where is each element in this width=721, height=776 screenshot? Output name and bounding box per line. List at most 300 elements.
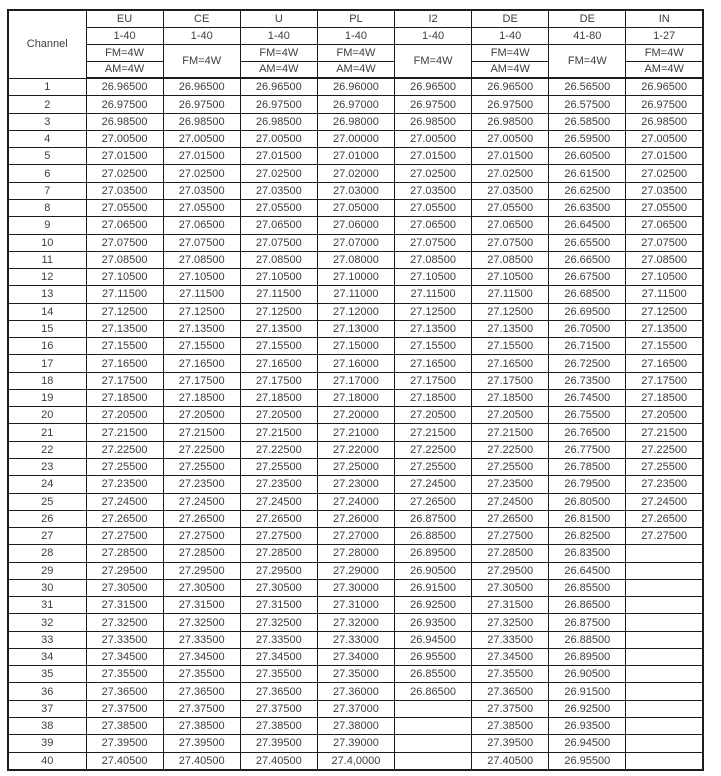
frequency-cell: 27.05000 — [317, 200, 394, 217]
frequency-cell: 26.76500 — [549, 424, 626, 441]
power-fm-header: FM=4W — [317, 44, 394, 61]
frequency-cell: 26.93500 — [549, 717, 626, 734]
frequency-cell: 27.20500 — [472, 407, 549, 424]
frequency-cell: 26.85500 — [549, 579, 626, 596]
frequency-cell: 27.37500 — [163, 700, 240, 717]
range-header: 1-27 — [626, 27, 703, 44]
region-header-de1: DE — [472, 10, 549, 27]
region-header-pl: PL — [317, 10, 394, 27]
frequency-cell: 27.35500 — [86, 666, 163, 683]
table-row — [8, 700, 703, 717]
frequency-cell: 27.18000 — [317, 389, 394, 406]
channel-cell: 28 — [8, 545, 86, 562]
frequency-cell: 26.98000 — [317, 113, 394, 130]
frequency-cell: 27.03500 — [472, 182, 549, 199]
range-header: 1-40 — [86, 27, 163, 44]
frequency-cell: 26.96500 — [626, 78, 703, 96]
frequency-cell: 27.20500 — [240, 407, 317, 424]
power-am-header: AM=4W — [472, 61, 549, 78]
frequency-cell: 27.02500 — [626, 165, 703, 182]
frequency-cell: 27.30500 — [86, 579, 163, 596]
channel-cell: 26 — [8, 510, 86, 527]
channel-cell: 33 — [8, 631, 86, 648]
frequency-cell: 27.40500 — [472, 752, 549, 770]
range-header: 41-80 — [549, 27, 626, 44]
frequency-cell: 27.37500 — [86, 700, 163, 717]
region-header-u: U — [240, 10, 317, 27]
frequency-cell: 27.08500 — [86, 251, 163, 268]
frequency-cell: 27.07500 — [395, 234, 472, 251]
frequency-cell: 27.03000 — [317, 182, 394, 199]
frequency-cell: 26.98500 — [240, 113, 317, 130]
frequency-cell: 27.13500 — [626, 320, 703, 337]
frequency-cell: 27.18500 — [86, 389, 163, 406]
frequency-cell — [626, 579, 703, 596]
frequency-cell: 26.70500 — [549, 320, 626, 337]
table-row — [8, 493, 703, 510]
table-row — [8, 320, 703, 337]
frequency-cell: 27.25500 — [626, 459, 703, 476]
channel-cell: 31 — [8, 597, 86, 614]
frequency-cell: 27.12500 — [86, 303, 163, 320]
header-row-power-fm — [8, 44, 703, 61]
frequency-cell: 27.32500 — [240, 614, 317, 631]
frequency-cell: 27.03500 — [626, 182, 703, 199]
frequency-cell: 26.96500 — [86, 78, 163, 96]
table-row — [8, 476, 703, 493]
frequency-cell: 27.30000 — [317, 579, 394, 596]
frequency-cell — [626, 735, 703, 752]
frequency-cell: 27.39500 — [240, 735, 317, 752]
frequency-cell: 26.98500 — [626, 113, 703, 130]
frequency-cell: 27.12500 — [472, 303, 549, 320]
frequency-cell: 27.22000 — [317, 441, 394, 458]
frequency-cell: 26.97500 — [240, 96, 317, 113]
frequency-cell: 27.10500 — [240, 269, 317, 286]
channel-cell: 10 — [8, 234, 86, 251]
frequency-cell: 27.01500 — [395, 148, 472, 165]
frequency-cell: 27.38000 — [317, 717, 394, 734]
frequency-cell: 27.37000 — [317, 700, 394, 717]
frequency-cell: 27.20500 — [395, 407, 472, 424]
frequency-cell: 26.85500 — [395, 666, 472, 683]
frequency-cell: 26.69500 — [549, 303, 626, 320]
frequency-cell: 27.24500 — [472, 493, 549, 510]
frequency-cell: 27.22500 — [626, 441, 703, 458]
frequency-cell: 27.13500 — [86, 320, 163, 337]
frequency-cell: 27.07500 — [163, 234, 240, 251]
frequency-cell: 27.28500 — [163, 545, 240, 562]
frequency-cell: 27.03500 — [86, 182, 163, 199]
table-row — [8, 217, 703, 234]
frequency-cell — [395, 700, 472, 717]
frequency-cell: 27.05500 — [240, 200, 317, 217]
frequency-cell: 27.15500 — [240, 338, 317, 355]
frequency-cell: 26.92500 — [395, 597, 472, 614]
frequency-cell: 27.30500 — [472, 579, 549, 596]
frequency-cell: 27.12000 — [317, 303, 394, 320]
table-row — [8, 234, 703, 251]
frequency-cell: 27.01500 — [626, 148, 703, 165]
frequency-cell: 27.26500 — [472, 510, 549, 527]
frequency-cell: 27.11500 — [395, 286, 472, 303]
frequency-cell — [626, 648, 703, 665]
frequency-cell: 27.32000 — [317, 614, 394, 631]
table-row — [8, 78, 703, 96]
range-header: 1-40 — [317, 27, 394, 44]
frequency-cell: 27.13000 — [317, 320, 394, 337]
channel-cell: 7 — [8, 182, 86, 199]
frequency-cell: 26.89500 — [549, 648, 626, 665]
frequency-cell: 27.13500 — [472, 320, 549, 337]
frequency-cell: 27.23500 — [86, 476, 163, 493]
channel-cell: 29 — [8, 562, 86, 579]
frequency-cell: 26.97500 — [163, 96, 240, 113]
frequency-cell: 27.27500 — [472, 528, 549, 545]
frequency-cell: 27.22500 — [472, 441, 549, 458]
power-fm-header: FM=4W — [163, 44, 240, 78]
frequency-cell: 26.88500 — [549, 631, 626, 648]
frequency-cell: 27.31500 — [163, 597, 240, 614]
frequency-cell: 27.38500 — [86, 717, 163, 734]
frequency-cell: 27.07500 — [240, 234, 317, 251]
frequency-cell: 26.73500 — [549, 372, 626, 389]
frequency-cell: 27.11500 — [240, 286, 317, 303]
table-row — [8, 269, 703, 286]
frequency-cell: 26.66500 — [549, 251, 626, 268]
channel-cell: 8 — [8, 200, 86, 217]
channel-cell: 4 — [8, 130, 86, 147]
power-am-header: AM=4W — [240, 61, 317, 78]
frequency-cell: 26.98500 — [472, 113, 549, 130]
channel-cell: 13 — [8, 286, 86, 303]
frequency-cell: 27.12500 — [626, 303, 703, 320]
frequency-cell — [626, 700, 703, 717]
frequency-cell: 27.10500 — [163, 269, 240, 286]
range-header: 1-40 — [163, 27, 240, 44]
frequency-cell: 26.86500 — [549, 597, 626, 614]
frequency-cell: 27.05500 — [472, 200, 549, 217]
table-row — [8, 389, 703, 406]
frequency-cell: 27.35500 — [163, 666, 240, 683]
frequency-cell — [626, 545, 703, 562]
power-fm-header: FM=4W — [626, 44, 703, 61]
region-header-i2: I2 — [395, 10, 472, 27]
frequency-cell: 27.17500 — [163, 372, 240, 389]
frequency-cell: 27.40500 — [240, 752, 317, 770]
frequency-cell: 26.64500 — [549, 217, 626, 234]
frequency-cell: 27.13500 — [240, 320, 317, 337]
frequency-cell: 26.98500 — [163, 113, 240, 130]
frequency-cell: 27.17500 — [626, 372, 703, 389]
frequency-cell: 27.18500 — [163, 389, 240, 406]
frequency-cell: 27.00500 — [395, 130, 472, 147]
table-row — [8, 459, 703, 476]
frequency-cell: 27.26500 — [163, 510, 240, 527]
frequency-cell: 27.16500 — [395, 355, 472, 372]
frequency-cell: 27.08500 — [626, 251, 703, 268]
frequency-cell: 27.01500 — [472, 148, 549, 165]
power-fm-header: FM=4W — [395, 44, 472, 78]
frequency-cell: 26.74500 — [549, 389, 626, 406]
frequency-cell: 27.02500 — [240, 165, 317, 182]
frequency-cell: 27.31000 — [317, 597, 394, 614]
frequency-cell: 27.21500 — [472, 424, 549, 441]
frequency-cell: 27.28500 — [240, 545, 317, 562]
frequency-cell: 27.26500 — [395, 493, 472, 510]
table-row — [8, 355, 703, 372]
frequency-cell: 26.83500 — [549, 545, 626, 562]
table-row — [8, 614, 703, 631]
frequency-cell: 27.01000 — [317, 148, 394, 165]
frequency-cell: 26.92500 — [549, 700, 626, 717]
frequency-cell: 27.30500 — [240, 579, 317, 596]
frequency-cell: 26.60500 — [549, 148, 626, 165]
frequency-cell: 27.40500 — [163, 752, 240, 770]
power-fm-header: FM=4W — [472, 44, 549, 61]
frequency-cell: 27.05500 — [163, 200, 240, 217]
frequency-cell: 27.24500 — [626, 493, 703, 510]
frequency-cell: 27.22500 — [163, 441, 240, 458]
table-row — [8, 441, 703, 458]
table-row — [8, 407, 703, 424]
frequency-cell: 27.18500 — [395, 389, 472, 406]
frequency-cell: 27.36500 — [472, 683, 549, 700]
channel-cell: 25 — [8, 493, 86, 510]
frequency-cell: 27.35500 — [240, 666, 317, 683]
power-am-header: AM=4W — [317, 61, 394, 78]
frequency-cell: 27.21500 — [240, 424, 317, 441]
channel-cell: 12 — [8, 269, 86, 286]
frequency-cell: 27.24500 — [395, 476, 472, 493]
frequency-cell: 27.05500 — [626, 200, 703, 217]
frequency-cell: 27.08500 — [395, 251, 472, 268]
frequency-cell: 27.06500 — [86, 217, 163, 234]
frequency-cell: 26.61500 — [549, 165, 626, 182]
frequency-cell: 27.08500 — [240, 251, 317, 268]
frequency-cell: 27.29500 — [163, 562, 240, 579]
table-row — [8, 424, 703, 441]
frequency-cell: 27.10000 — [317, 269, 394, 286]
frequency-cell: 27.02500 — [163, 165, 240, 182]
frequency-cell: 27.32500 — [472, 614, 549, 631]
frequency-cell — [626, 597, 703, 614]
frequency-cell: 27.29500 — [472, 562, 549, 579]
channel-cell: 38 — [8, 717, 86, 734]
frequency-cell: 27.16500 — [86, 355, 163, 372]
frequency-cell: 27.38500 — [163, 717, 240, 734]
frequency-cell: 26.94500 — [395, 631, 472, 648]
frequency-cell: 27.11500 — [86, 286, 163, 303]
table-row — [8, 286, 703, 303]
frequency-cell: 27.16000 — [317, 355, 394, 372]
frequency-cell: 27.36500 — [163, 683, 240, 700]
channel-cell: 32 — [8, 614, 86, 631]
table-row — [8, 648, 703, 665]
channel-cell: 39 — [8, 735, 86, 752]
frequency-cell: 27.29500 — [240, 562, 317, 579]
frequency-cell: 27.05500 — [395, 200, 472, 217]
frequency-cell: 27.16500 — [472, 355, 549, 372]
header-row-region — [8, 10, 703, 27]
frequency-cell: 26.79500 — [549, 476, 626, 493]
range-header: 1-40 — [395, 27, 472, 44]
frequency-cell: 27.01500 — [163, 148, 240, 165]
frequency-cell: 26.95500 — [549, 752, 626, 770]
frequency-cell: 27.00000 — [317, 130, 394, 147]
frequency-cell: 27.07500 — [472, 234, 549, 251]
frequency-cell: 27.26500 — [86, 510, 163, 527]
frequency-cell: 26.98500 — [86, 113, 163, 130]
channel-cell: 34 — [8, 648, 86, 665]
frequency-cell: 27.06500 — [395, 217, 472, 234]
frequency-cell: 27.18500 — [472, 389, 549, 406]
frequency-cell: 27.02000 — [317, 165, 394, 182]
frequency-cell: 27.35000 — [317, 666, 394, 683]
frequency-cell: 27.06500 — [472, 217, 549, 234]
frequency-cell: 26.93500 — [395, 614, 472, 631]
frequency-cell: 27.21500 — [163, 424, 240, 441]
frequency-cell: 27.32500 — [163, 614, 240, 631]
frequency-cell: 27.33000 — [317, 631, 394, 648]
channel-cell: 24 — [8, 476, 86, 493]
frequency-cell: 27.00500 — [240, 130, 317, 147]
frequency-cell — [626, 666, 703, 683]
frequency-cell: 27.24500 — [86, 493, 163, 510]
frequency-cell: 27.33500 — [163, 631, 240, 648]
frequency-cell: 26.62500 — [549, 182, 626, 199]
frequency-cell: 26.57500 — [549, 96, 626, 113]
frequency-cell: 26.77500 — [549, 441, 626, 458]
channel-header: Channel — [8, 10, 86, 78]
frequency-cell: 26.91500 — [549, 683, 626, 700]
frequency-cell: 27.17500 — [86, 372, 163, 389]
frequency-cell: 27.39500 — [163, 735, 240, 752]
table-row — [8, 200, 703, 217]
frequency-cell: 27.10500 — [86, 269, 163, 286]
table-row — [8, 735, 703, 752]
table-row — [8, 752, 703, 770]
frequency-cell: 27.15500 — [163, 338, 240, 355]
frequency-cell: 27.07000 — [317, 234, 394, 251]
frequency-cell: 27.4,0000 — [317, 752, 394, 770]
table-row — [8, 130, 703, 147]
frequency-cell: 26.97500 — [86, 96, 163, 113]
frequency-cell: 27.02500 — [86, 165, 163, 182]
frequency-cell — [626, 752, 703, 770]
table-row — [8, 528, 703, 545]
frequency-cell: 27.11500 — [472, 286, 549, 303]
table-row — [8, 96, 703, 113]
frequency-cell: 26.72500 — [549, 355, 626, 372]
frequency-cell: 27.10500 — [395, 269, 472, 286]
frequency-cell: 26.96500 — [472, 78, 549, 96]
frequency-cell: 27.38500 — [240, 717, 317, 734]
frequency-cell: 27.12500 — [240, 303, 317, 320]
table-row — [8, 666, 703, 683]
frequency-cell: 27.34500 — [472, 648, 549, 665]
frequency-cell: 27.26000 — [317, 510, 394, 527]
frequency-cell: 26.96500 — [240, 78, 317, 96]
frequency-cell: 27.15500 — [472, 338, 549, 355]
frequency-cell: 27.22500 — [240, 441, 317, 458]
frequency-cell: 27.37500 — [472, 700, 549, 717]
frequency-cell: 27.33500 — [86, 631, 163, 648]
frequency-cell — [626, 631, 703, 648]
frequency-cell: 27.33500 — [240, 631, 317, 648]
frequency-cell: 26.90500 — [549, 666, 626, 683]
frequency-cell: 27.00500 — [626, 130, 703, 147]
table-row — [8, 562, 703, 579]
frequency-cell: 27.39000 — [317, 735, 394, 752]
frequency-cell: 27.34500 — [163, 648, 240, 665]
frequency-cell: 27.27500 — [86, 528, 163, 545]
channel-cell: 27 — [8, 528, 86, 545]
region-header-eu: EU — [86, 10, 163, 27]
frequency-cell: 26.96500 — [395, 78, 472, 96]
table-row — [8, 579, 703, 596]
channel-cell: 5 — [8, 148, 86, 165]
table-row — [8, 631, 703, 648]
frequency-cell: 27.10500 — [626, 269, 703, 286]
channel-cell: 11 — [8, 251, 86, 268]
frequency-cell: 27.27500 — [163, 528, 240, 545]
frequency-cell: 26.87500 — [549, 614, 626, 631]
frequency-cell: 27.13500 — [395, 320, 472, 337]
channel-cell: 18 — [8, 372, 86, 389]
channel-cell: 30 — [8, 579, 86, 596]
frequency-cell: 27.37500 — [240, 700, 317, 717]
frequency-cell: 27.24000 — [317, 493, 394, 510]
frequency-cell: 26.88500 — [395, 528, 472, 545]
frequency-cell: 27.15000 — [317, 338, 394, 355]
frequency-cell: 26.65500 — [549, 234, 626, 251]
channel-cell: 6 — [8, 165, 86, 182]
frequency-cell: 27.17500 — [240, 372, 317, 389]
region-header-in: IN — [626, 10, 703, 27]
frequency-cell: 27.15500 — [395, 338, 472, 355]
table-row — [8, 303, 703, 320]
frequency-cell: 27.38500 — [472, 717, 549, 734]
frequency-cell: 27.23500 — [626, 476, 703, 493]
frequency-cell: 27.12500 — [163, 303, 240, 320]
channel-cell: 9 — [8, 217, 86, 234]
frequency-cell: 27.40500 — [86, 752, 163, 770]
table-row — [8, 510, 703, 527]
frequency-cell — [626, 717, 703, 734]
frequency-cell: 27.36000 — [317, 683, 394, 700]
frequency-cell: 27.11000 — [317, 286, 394, 303]
frequency-cell: 26.98500 — [395, 113, 472, 130]
frequency-cell: 27.03500 — [395, 182, 472, 199]
frequency-cell: 26.97500 — [395, 96, 472, 113]
frequency-cell: 27.20000 — [317, 407, 394, 424]
frequency-cell: 27.00500 — [163, 130, 240, 147]
frequency-cell: 27.02500 — [472, 165, 549, 182]
frequency-cell: 27.25500 — [240, 459, 317, 476]
frequency-cell: 27.36500 — [86, 683, 163, 700]
frequency-cell: 27.21500 — [626, 424, 703, 441]
frequency-cell: 27.16500 — [626, 355, 703, 372]
table-row — [8, 717, 703, 734]
frequency-cell: 27.25500 — [86, 459, 163, 476]
table-row — [8, 165, 703, 182]
frequency-cell: 26.64500 — [549, 562, 626, 579]
frequency-cell: 27.26500 — [626, 510, 703, 527]
frequency-cell: 27.16500 — [163, 355, 240, 372]
frequency-cell: 26.63500 — [549, 200, 626, 217]
frequency-cell: 26.96500 — [163, 78, 240, 96]
